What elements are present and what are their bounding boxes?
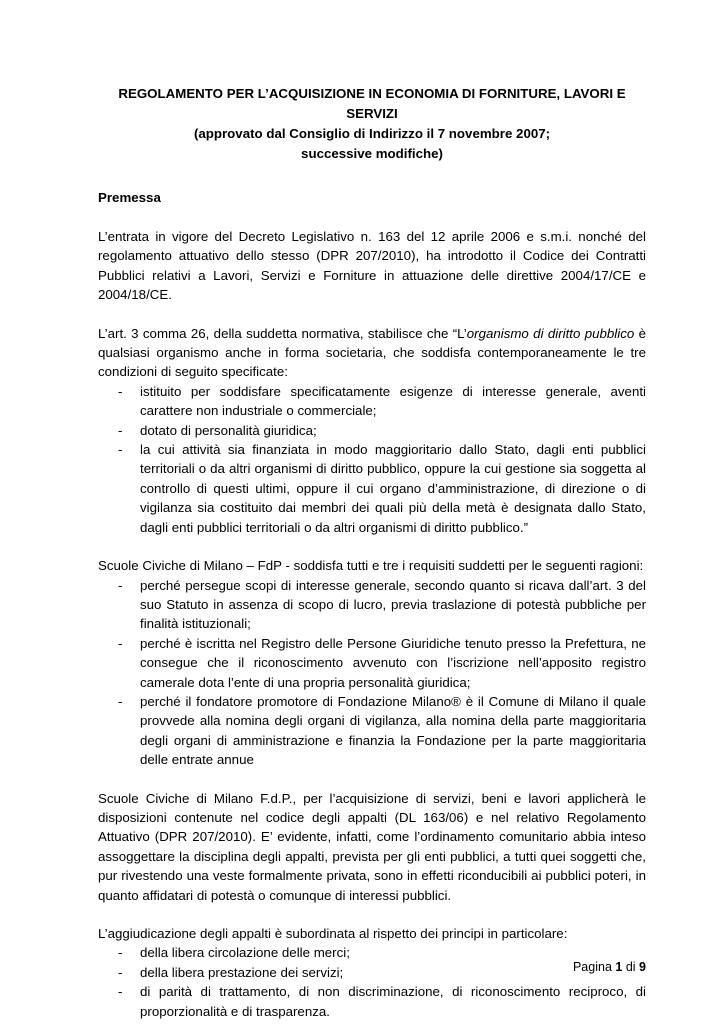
bullet-dash: - (118, 383, 123, 399)
bullet-dash: - (118, 422, 123, 438)
paragraph-2-italic: organismo di diritto pubblico (466, 325, 635, 341)
page-sep: di (625, 960, 636, 974)
list-item: - perché il fondatore promotore di Fondazione Milano® è il Comune di Milano il quale provvede alla nomina degli organi di vigilanza, alla nomina della parte maggioritaria degli organi di amministrazione e finanzia la Fondazione per la parte maggioritaria delle entrate annue (118, 693, 646, 768)
list-item: - della libera prestazione dei servizi; (98, 963, 646, 982)
title-line-3: successive modifiche) (301, 146, 443, 161)
document-page (98, 84, 646, 1021)
paragraph-4: Scuole Civiche di Milano F.d.P., per l’acquisizione di servizi, beni e lavori applicherà le disposizioni contenute nel codice degli appalti (DL 163/06) e nel relativo Regolamento Attuativo (DPR 207/2010). E’ evidente, infatti, come l’ordinamento comunitario abbia inteso assoggettare la disciplina degli appalti, prevista per gli enti pubblici, a tutti quei soggetti che, pur rivestendo una veste formalmente privata, sono in effetti riconducibili ai pubblici poteri, in quanto affidatari di potestà o comunque di interessi pubblici. (98, 790, 646, 903)
paragraph-1: L’entrata in vigore del Decreto Legislativo n. 163 del 12 aprile 2006 e s.m.i. nonché del regolamento attuativo dello stesso (DPR 207/2010), ha introdotto il Codice dei Contratti Pubblici relativi a Lavori, Servizi e Forniture in attuazione delle direttive 2004/17/CE e 2004/18/CE. (98, 229, 646, 303)
bullet-dash: - (118, 693, 123, 709)
title-line-2: (approvato dal Consiglio di Indirizzo il 7 novembre 2007; (193, 126, 551, 141)
bullet-dash: - (118, 635, 123, 651)
conditions-list (98, 382, 646, 537)
page-current: 1 (615, 960, 623, 974)
page-footer (573, 960, 646, 974)
paragraph-3: Scuole Civiche di Milano – FdP - soddisfa tutti e tre i requisiti suddetti per le seguenti ragioni: (98, 558, 644, 574)
list-item: - dotato di personalità giuridica; (98, 421, 646, 440)
paragraph-2-prefix: L’art. 3 comma 26, della suddetta normativa, stabilisce che “L’ (98, 325, 467, 341)
bullet-dash: - (118, 442, 123, 458)
list-item: - perché persegue scopi di interesse generale, secondo quanto si ricava dall’art. 3 del suo Statuto in assenza di scopo di lucro, previa traslazione di potestà pubbliche per finalità istituzionali; (118, 577, 646, 632)
bullet-dash: - (118, 945, 123, 961)
bullet-dash: - (118, 984, 123, 1000)
list-item: - istituito per soddisfare specificatamente esigenze di interesse generale, aventi carattere non industriale o commerciale; (118, 383, 646, 419)
page-total: 9 (639, 960, 646, 974)
list-item: - di parità di trattamento, di non discriminazione, di riconoscimento reciproco, di proporzionalità e di trasparenza. (118, 984, 646, 1019)
list-item: - la cui attività sia finanziata in modo maggioritario dallo Stato, dagli enti pubblici territoriali o da altri organismi di diritto pubblico, oppure la cui gestione sia soggetta al controllo di questi ultimi, oppure il cui organo d’amministrazione, di direzione o di vigilanza sia costituito dai membri dei quali più della metà è designata dallo Stato, dagli enti pubblici territoriali o da altri organismi di diritto pubblico.” (118, 442, 646, 535)
list-item: - perché è iscritta nel Registro delle Persone Giuridiche tenuto presso la Prefettura, ne consegue che il riconoscimento avvenuto con l’iscrizione nell’apposito registro camerale dota l’ente di una propria personalità giuridica; (118, 635, 646, 690)
bullet-dash: - (118, 577, 123, 593)
paragraph-2 (98, 324, 646, 382)
reasons-list (98, 576, 646, 770)
title-line-1: REGOLAMENTO PER L’ACQUISIZIONE IN ECONOMIA DI FORNITURE, LAVORI E SERVIZI (118, 86, 626, 121)
principles-list (98, 943, 646, 1021)
section-heading-premessa: Premessa (98, 190, 161, 205)
page-label: Pagina (572, 960, 612, 974)
list-item: - della libera circolazione delle merci; (98, 943, 646, 962)
paragraph-2-suffix: è qualsiasi organismo anche in forma societaria, che soddisfa contemporaneamente le tre condizioni di seguito specificate: (98, 325, 647, 380)
document-title (98, 84, 646, 164)
bullet-dash: - (118, 964, 123, 980)
paragraph-5: L’aggiudicazione degli appalti è subordinata al rispetto dei principi in particolare: (98, 926, 568, 941)
